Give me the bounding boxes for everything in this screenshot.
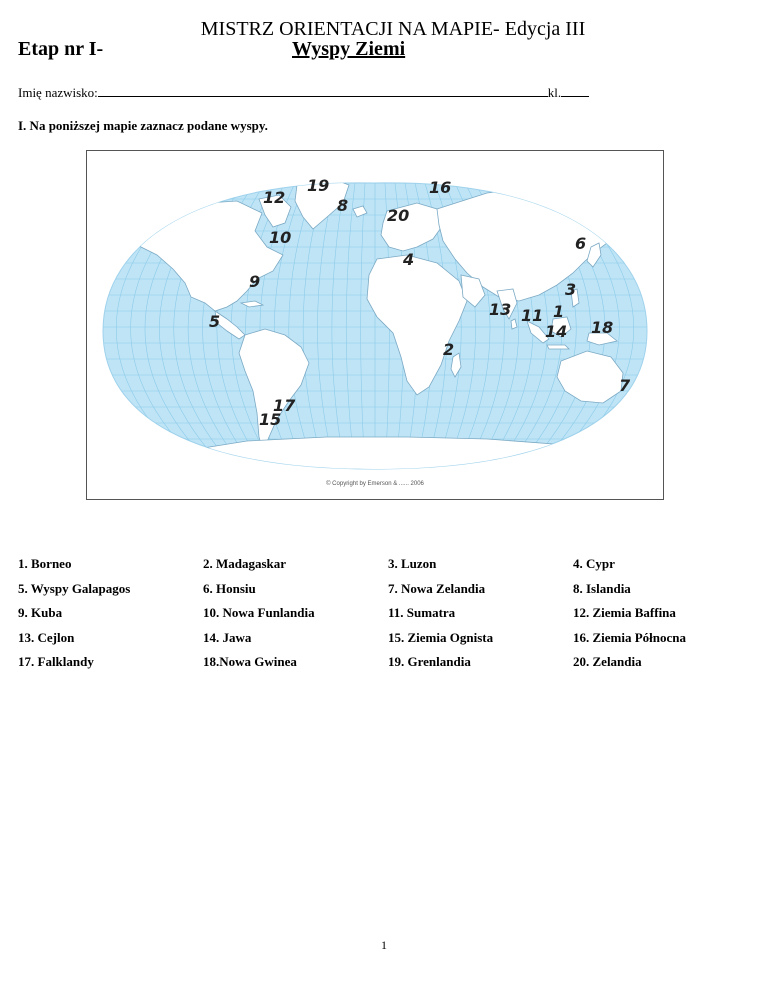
world-map — [86, 150, 664, 500]
island-item: 8. Islandia — [573, 580, 631, 596]
map-island-number: 12 — [263, 188, 286, 207]
map-island-number: 3 — [565, 280, 577, 299]
map-island-number: 5 — [209, 312, 221, 331]
map-island-number: 14 — [545, 322, 568, 341]
islands-row — [18, 577, 758, 602]
task-instruction: I. Na poniższej mapie zaznacz podane wyspy. — [18, 118, 268, 133]
island-item: 10. Nowa Funlandia — [203, 605, 315, 621]
island-item: 15. Ziemia Ognista — [388, 629, 494, 645]
islands-row — [18, 650, 758, 675]
island-item: 7. Nowa Zelandia — [388, 580, 486, 596]
map-island-number: 16 — [429, 178, 452, 197]
map-island-number: 8 — [337, 196, 349, 215]
map-island-number: 13 — [489, 300, 512, 319]
island-item: 4. Cypr — [573, 556, 615, 572]
name-field-row — [18, 84, 589, 101]
map-island-number: 17 — [273, 396, 296, 415]
world-map-svg — [87, 151, 663, 499]
island-item: 17. Falklandy — [18, 654, 94, 670]
map-island-number: 7 — [619, 376, 631, 395]
page-title: MISTRZ ORIENTACJI NA MAPIE- Edycja III — [200, 18, 586, 40]
islands-row — [18, 626, 758, 651]
island-item: 18.Nowa Gwinea — [203, 654, 297, 670]
island-item: 6. Honsiu — [203, 580, 256, 596]
map-island-number: 15 — [259, 410, 282, 429]
island-item: 16. Ziemia Północna — [573, 629, 687, 645]
island-item: 1. Borneo — [18, 556, 72, 572]
island-item: 5. Wyspy Galapagos — [18, 580, 131, 596]
map-island-number: 19 — [307, 176, 330, 195]
map-island-number: 18 — [591, 318, 614, 337]
island-item: 12. Ziemia Baffina — [573, 605, 676, 621]
map-island-number: 10 — [269, 228, 292, 247]
stage-label: Etap nr I- — [18, 38, 104, 60]
islands-row — [18, 601, 758, 626]
map-island-number: 6 — [575, 234, 587, 253]
island-item: 19. Grenlandia — [388, 654, 471, 670]
page-subtitle: Wyspy Ziemi — [292, 38, 406, 60]
map-island-number: 2 — [443, 340, 455, 359]
island-item: 11. Sumatra — [388, 605, 456, 621]
island-item: 2. Madagaskar — [203, 556, 287, 572]
island-item: 20. Zelandia — [573, 654, 642, 670]
island-item: 13. Cejlon — [18, 629, 75, 645]
island-item: 14. Jawa — [203, 629, 252, 645]
map-copyright: © Copyright by Emerson & ...... 2006 — [326, 481, 424, 487]
island-item: 9. Kuba — [18, 605, 63, 621]
islands-list — [18, 552, 758, 675]
map-island-number: 1 — [553, 302, 565, 321]
class-input-line[interactable] — [561, 84, 589, 97]
islands-row — [18, 552, 758, 577]
island-item: 3. Luzon — [388, 556, 437, 572]
antarctica — [103, 437, 647, 481]
class-label: kl. — [547, 85, 562, 100]
java — [547, 345, 569, 349]
map-island-number: 20 — [387, 206, 410, 225]
map-island-number: 9 — [249, 272, 261, 291]
name-input-line[interactable] — [98, 84, 548, 97]
name-label: Imię nazwisko: — [18, 85, 98, 100]
map-island-number: 11 — [521, 306, 544, 325]
page-number: 1 — [381, 938, 387, 952]
map-island-number: 4 — [403, 250, 415, 269]
